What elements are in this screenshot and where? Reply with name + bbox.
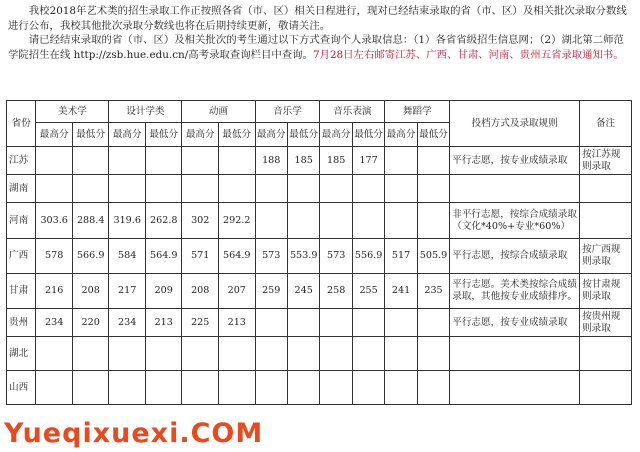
province-cell: 山西 (7, 371, 36, 405)
province-cell: 湖南 (7, 175, 36, 203)
score-cell (417, 371, 449, 405)
score-cell (255, 203, 287, 239)
score-cell: 185 (287, 147, 319, 175)
score-cell (320, 309, 352, 337)
score-cell (287, 203, 319, 239)
header-group-music-performance: 音乐表演 (320, 101, 385, 123)
intro-paragraph-2-text: 请已经结束录取的省（市、区）及相关批次的考生通过以下方式查询个人录取信息：（1）各省省级招生信息网；（2）湖北第二师范学院招生在线 http://zsb.hue.edu.cn/高考录取查询栏目中查询。 (8, 34, 624, 61)
score-cell: 564.9 (219, 239, 256, 274)
method-cell: 平行志愿。美术类按综合成绩录取，其他按专业成绩排序。 (450, 274, 580, 309)
score-cell (219, 337, 256, 371)
score-cell: 207 (219, 274, 256, 309)
method-cell (450, 175, 580, 203)
score-cell: 302 (182, 203, 219, 239)
score-cell (145, 175, 182, 203)
score-cell (287, 337, 319, 371)
score-cell: 517 (385, 239, 417, 274)
score-cell (320, 371, 352, 405)
score-cell (287, 309, 319, 337)
subheader-max-score: 最高分 (320, 123, 352, 147)
score-cell: 505.9 (417, 239, 449, 274)
score-cell: 234 (109, 309, 146, 337)
score-cell (385, 203, 417, 239)
score-cell (417, 175, 449, 203)
score-cell: 220 (72, 309, 109, 337)
method-cell: 平行志愿，按专业成绩录取 (450, 147, 580, 175)
score-cell: 217 (109, 274, 146, 309)
score-cell (72, 147, 109, 175)
header-group-fine-arts: 美术学 (36, 101, 109, 123)
province-cell: 广西 (7, 239, 36, 274)
subheader-max-score: 最高分 (36, 123, 73, 147)
score-cell (109, 371, 146, 405)
header-group-design: 设计学类 (109, 101, 182, 123)
score-cell: 573 (320, 239, 352, 274)
score-cell: 225 (182, 309, 219, 337)
score-cell (182, 371, 219, 405)
table-row (7, 239, 632, 274)
score-cell (182, 337, 219, 371)
score-cell (352, 337, 384, 371)
score-cell (255, 371, 287, 405)
table-row (7, 175, 632, 203)
score-cell (417, 309, 449, 337)
subheader-min-score: 最低分 (352, 123, 384, 147)
score-cell: 216 (36, 274, 73, 309)
score-cell (352, 203, 384, 239)
score-cell (417, 337, 449, 371)
score-cell: 177 (352, 147, 384, 175)
method-cell: 非平行志愿，按综合成绩录取（文化*40%+专业*60%） (450, 203, 580, 239)
score-cell (219, 175, 256, 203)
score-cell (109, 337, 146, 371)
table-row (7, 309, 632, 337)
score-cell (385, 309, 417, 337)
method-cell: 平行志愿，按专业成绩录取 (450, 309, 580, 337)
score-cell (72, 175, 109, 203)
table-row (7, 147, 632, 175)
note-cell: 按贵州规则录取 (580, 309, 632, 337)
province-cell: 湖北 (7, 337, 36, 371)
score-cell (255, 337, 287, 371)
subheader-min-score: 最低分 (287, 123, 319, 147)
province-cell: 甘肃 (7, 274, 36, 309)
score-cell: 241 (385, 274, 417, 309)
province-cell: 贵州 (7, 309, 36, 337)
table-row (7, 274, 632, 309)
method-cell (450, 337, 580, 371)
score-cell (182, 147, 219, 175)
province-cell: 江苏 (7, 147, 36, 175)
score-cell (352, 309, 384, 337)
note-cell: 按江苏规则录取 (580, 147, 632, 175)
score-cell: 235 (417, 274, 449, 309)
score-cell (417, 147, 449, 175)
note-cell (580, 371, 632, 405)
score-cell (36, 147, 73, 175)
score-cell: 578 (36, 239, 73, 274)
score-cell (385, 337, 417, 371)
score-cell: 185 (320, 147, 352, 175)
score-cell: 234 (36, 309, 73, 337)
score-cell (36, 371, 73, 405)
score-cell: 258 (320, 274, 352, 309)
score-cell (109, 175, 146, 203)
header-group-animation: 动画 (182, 101, 255, 123)
score-cell: 571 (182, 239, 219, 274)
score-cell (182, 175, 219, 203)
intro-text (8, 4, 632, 62)
score-cell: 188 (255, 147, 287, 175)
score-cell (320, 203, 352, 239)
header-group-musicology: 音乐学 (255, 101, 320, 123)
score-cell (287, 371, 319, 405)
intro-paragraph-2 (8, 33, 632, 62)
score-cell (36, 175, 73, 203)
score-cell (385, 147, 417, 175)
subheader-max-score: 最高分 (182, 123, 219, 147)
score-cell (145, 337, 182, 371)
score-cell: 292.2 (219, 203, 256, 239)
note-cell (580, 175, 632, 203)
header-method: 投档方式及录取规则 (450, 101, 580, 147)
score-cell (72, 371, 109, 405)
score-cell: 245 (287, 274, 319, 309)
header-province: 省份 (7, 101, 36, 147)
score-cell (36, 337, 73, 371)
subheader-max-score: 最高分 (109, 123, 146, 147)
note-cell: 按甘肃规则录取 (580, 274, 632, 309)
score-cell: 209 (145, 274, 182, 309)
score-cell (352, 175, 384, 203)
score-cell: 556.9 (352, 239, 384, 274)
table-row (7, 337, 632, 371)
score-cell (219, 147, 256, 175)
subheader-max-score: 最高分 (255, 123, 287, 147)
notice-mailing-text: 7月28日左右邮寄江苏、广西、甘肃、河南、贵州五省录取通知书。 (312, 48, 624, 61)
score-cell: 213 (219, 309, 256, 337)
table-row (7, 203, 632, 239)
note-cell: 按广西规则录取 (580, 239, 632, 274)
table-row (7, 371, 632, 405)
score-cell (145, 147, 182, 175)
note-cell (580, 203, 632, 239)
header-group-dance: 舞蹈学 (385, 101, 450, 123)
subheader-max-score: 最高分 (385, 123, 417, 147)
score-cell: 319.6 (109, 203, 146, 239)
admission-score-table (6, 100, 632, 405)
subheader-min-score: 最低分 (72, 123, 109, 147)
score-cell: 566.9 (72, 239, 109, 274)
score-cell (320, 175, 352, 203)
method-cell: 平行志愿，按综合成绩录取 (450, 239, 580, 274)
score-cell (287, 175, 319, 203)
score-cell (219, 371, 256, 405)
province-cell: 河南 (7, 203, 36, 239)
subheader-min-score: 最低分 (417, 123, 449, 147)
score-cell: 259 (255, 274, 287, 309)
score-cell (385, 371, 417, 405)
score-cell (145, 371, 182, 405)
score-cell (255, 175, 287, 203)
score-cell (417, 203, 449, 239)
score-cell: 255 (352, 274, 384, 309)
score-cell: 288.4 (72, 203, 109, 239)
score-cell (320, 337, 352, 371)
score-cell (385, 175, 417, 203)
score-cell: 208 (72, 274, 109, 309)
score-cell: 213 (145, 309, 182, 337)
score-cell: 564.9 (145, 239, 182, 274)
score-cell: 584 (109, 239, 146, 274)
subheader-min-score: 最低分 (145, 123, 182, 147)
subheader-min-score: 最低分 (219, 123, 256, 147)
score-cell: 208 (182, 274, 219, 309)
score-cell: 573 (255, 239, 287, 274)
header-note: 备注 (580, 101, 632, 147)
note-cell (580, 337, 632, 371)
method-cell (450, 371, 580, 405)
score-cell (352, 371, 384, 405)
score-cell: 303.6 (36, 203, 73, 239)
score-cell (72, 337, 109, 371)
score-cell: 262.8 (145, 203, 182, 239)
score-cell: 553.9 (287, 239, 319, 274)
intro-paragraph-1: 我校2018年艺术类的招生录取工作正按照各省（市、区）相关日程进行，现对已经结束录取的省（市、区）及相关批次录取分数线进行公布，我校其他批次录取分数线也将在后期持续更新，敬请关注。 (8, 5, 627, 32)
score-cell (109, 147, 146, 175)
score-cell (255, 309, 287, 337)
site-watermark: Yueqixuexi.COM (4, 418, 264, 449)
